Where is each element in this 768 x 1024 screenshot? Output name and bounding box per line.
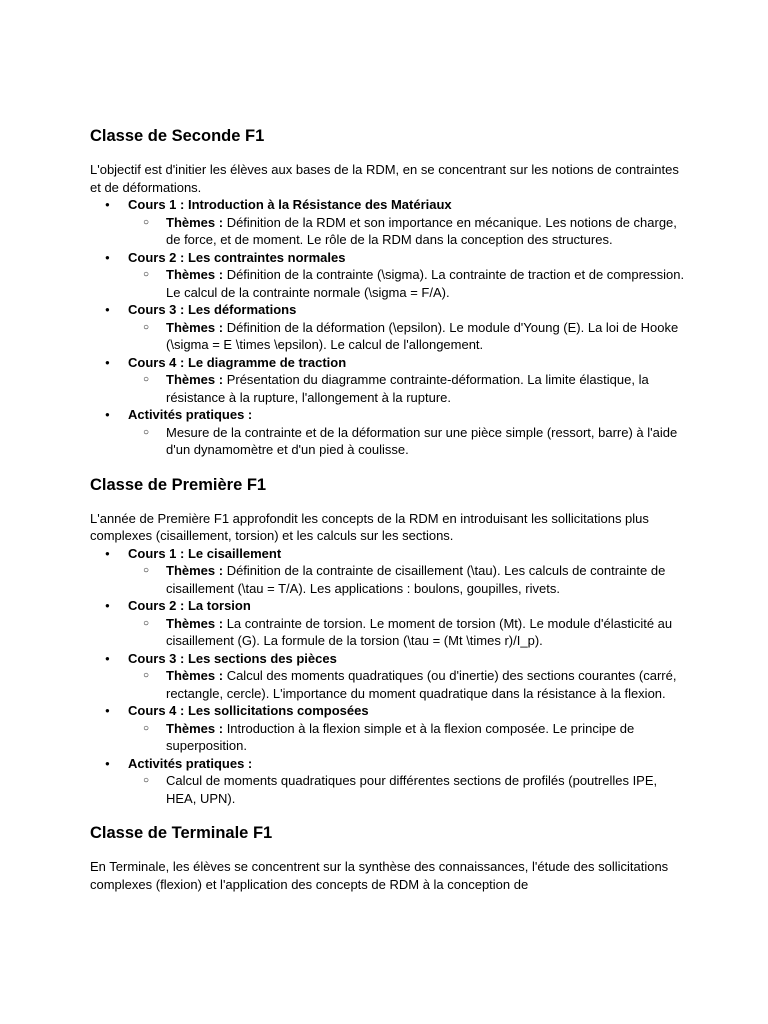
section-premiere: [90, 475, 690, 808]
section-title: Classe de Première F1: [90, 475, 267, 494]
list-item: [90, 650, 690, 703]
course-label: Cours 1 : Le cisaillement: [128, 545, 282, 561]
list-item: [128, 667, 690, 702]
themes-label: Thèmes :: [166, 267, 224, 282]
themes-label: Thèmes :: [166, 319, 224, 335]
course-list: [90, 545, 690, 808]
section-intro: En Terminale, les élèves se concentrent sur la synthèse des connaissances, l'étude des sollicitations complexes (flexion) et l'application des concepts de RDM à la conception de: [90, 859, 669, 892]
course-label: Cours 2 : La torsion: [128, 598, 251, 613]
list-item: [90, 597, 690, 650]
document-page: [90, 126, 690, 909]
course-label: Cours 4 : Les sollicitations composées: [128, 703, 369, 718]
section-title: Classe de Seconde F1: [90, 127, 265, 145]
section-seconde: [90, 126, 690, 459]
list-item: [90, 301, 690, 354]
list-item: [90, 702, 690, 755]
list-item: [128, 615, 690, 650]
section-intro: L'année de Première F1 approfondit les concepts de la RDM en introduisant les sollicitations plus complexes (cisaillement, torsion) et les calculs sur les sections.: [90, 510, 649, 543]
section-intro: L'objectif est d'initier les élèves aux bases de la RDM, en se concentrant sur les notions de contraintes et de déformations.: [90, 162, 679, 195]
activities-label: Activités pratiques :: [128, 407, 253, 422]
list-item: [128, 214, 690, 249]
list-item: [128, 562, 690, 597]
themes-text: La contrainte de torsion. Le moment de torsion (Mt). Le module d'élasticité au cisaillement (G). La formule de la torsion (\tau = (Mt \times r)/I_p).: [166, 615, 673, 648]
themes-label: Thèmes :: [166, 615, 224, 631]
course-list: [90, 196, 690, 459]
course-label: Cours 4 : Le diagramme de traction: [128, 354, 347, 370]
section-terminale: [90, 823, 690, 893]
list-item: [90, 249, 690, 302]
themes-label: Thèmes :: [166, 668, 224, 683]
list-item: [90, 755, 690, 808]
activities-text: Calcul de moments quadratiques pour différentes sections de profilés (poutrelles IPE, HEA, UPN).: [166, 773, 658, 806]
list-item: [128, 424, 690, 459]
themes-label: Thèmes :: [166, 720, 224, 736]
list-item: [128, 720, 690, 755]
themes-text: Définition de la contrainte de cisaillement (\tau). Les calculs de contrainte de cisaillement (\tau = T/A). Les applications : boulons, goupilles, rivets.: [166, 563, 666, 596]
course-label: Cours 1 : Introduction à la Résistance des Matériaux: [128, 197, 452, 212]
list-item: [128, 266, 690, 301]
themes-text: Définition de la déformation (\epsilon). Le module d'Young (E). La loi de Hooke (\sigma = E \times \epsilon). Le calcul de l'allongement.: [166, 319, 679, 352]
themes-label: Thèmes :: [166, 563, 224, 578]
themes-label: Thèmes :: [166, 214, 224, 230]
list-item: [90, 354, 690, 407]
themes-text: Définition de la RDM et son importance en mécanique. Les notions de charge, de force, et de moment. Le rôle de la RDM dans la conception des structures.: [166, 214, 677, 247]
themes-text: Calcul des moments quadratiques (ou d'inertie) des sections courantes (carré, rectangle, cercle). L'importance du moment quadratique dans la résistance à la flexion.: [166, 668, 677, 701]
list-item: [90, 545, 690, 598]
list-item: [128, 319, 690, 354]
section-title: Classe de Terminale F1: [90, 824, 273, 842]
list-item: [90, 406, 690, 459]
themes-text: Introduction à la flexion simple et à la flexion composée. Le principe de superposition.: [166, 720, 635, 753]
themes-text: Présentation du diagramme contrainte-déformation. La limite élastique, la résistance à la rupture, l'allongement à la rupture.: [166, 372, 649, 405]
activities-text: Mesure de la contrainte et de la déformation sur une pièce simple (ressort, barre) à l'aide d'un dynamomètre et d'un pied à coulisse.: [166, 424, 678, 457]
list-item: [90, 196, 690, 249]
themes-text: Définition de la contrainte (\sigma). La contrainte de traction et de compression. Le calcul de la contrainte normale (\sigma = F/A).: [166, 267, 685, 300]
activities-label: Activités pratiques :: [128, 755, 253, 771]
list-item: [128, 371, 690, 406]
themes-label: Thèmes :: [166, 372, 224, 387]
list-item: [128, 772, 690, 807]
course-label: Cours 2 : Les contraintes normales: [128, 249, 346, 265]
course-label: Cours 3 : Les sections des pièces: [128, 650, 337, 666]
course-label: Cours 3 : Les déformations: [128, 302, 297, 317]
